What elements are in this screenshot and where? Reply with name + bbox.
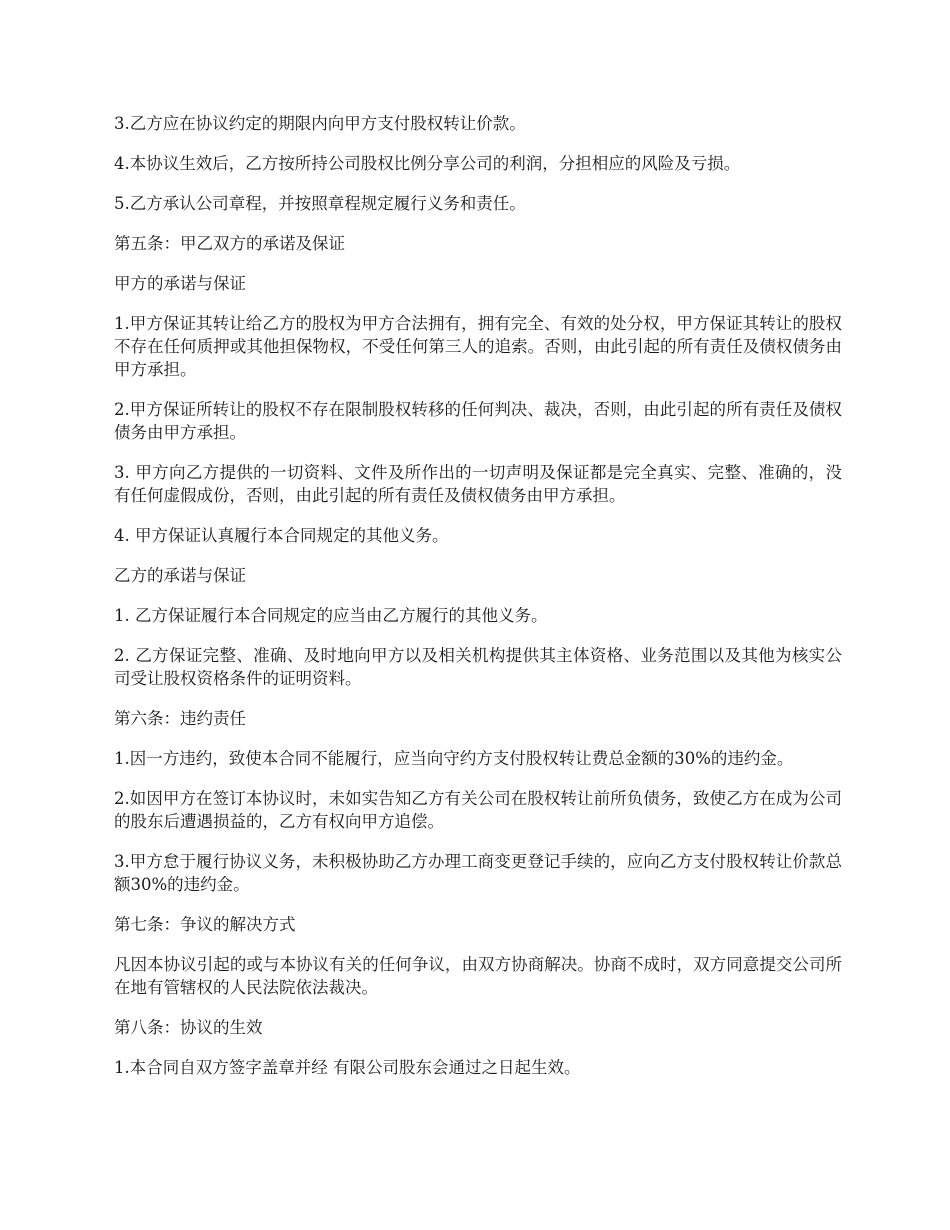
clause-paragraph: 1.因一方违约，致使本合同不能履行，应当向守约方支付股权转让费总金额的30%的违约金。 (114, 749, 794, 768)
section-heading: 第七条：争议的解决方式 (114, 915, 296, 934)
clause-paragraph: 2.甲方保证所转让的股权不存在限制股权转移的任何判决、裁决，否则，由此引起的所有责任及债权债务由甲方承担。 (114, 400, 842, 442)
clause-paragraph: 3.甲方怠于履行协议义务，未积极协助乙方办理工商变更登记手续的，应向乙方支付股权转让价款总额30%的违约金。 (114, 852, 842, 894)
clause-paragraph: 凡因本协议引起的或与本协议有关的任何争议，由双方协商解决。协商不成时，双方同意提交公司所在地有管辖权的人民法院依法裁决。 (114, 955, 842, 997)
clause-paragraph: 3.乙方应在协议约定的期限内向甲方支付股权转让价款。 (114, 114, 526, 133)
subsection-heading: 甲方的承诺与保证 (114, 274, 246, 293)
section-heading: 第六条：违约责任 (114, 709, 246, 728)
section-heading: 第八条：协议的生效 (114, 1018, 263, 1037)
subsection-heading: 乙方的承诺与保证 (114, 566, 246, 585)
clause-paragraph: 1. 乙方保证履行本合同规定的应当由乙方履行的其他义务。 (114, 606, 548, 625)
clause-paragraph: 2. 乙方保证完整、准确、及时地向甲方以及相关机构提供其主体资格、业务范围以及其他为核实公司受让股权资格条件的证明资料。 (114, 646, 842, 688)
clause-paragraph: 4.本协议生效后，乙方按所持公司股权比例分享公司的利润，分担相应的风险及亏损。 (114, 154, 741, 173)
clause-paragraph: 1.甲方保证其转让给乙方的股权为甲方合法拥有，拥有完全、有效的处分权，甲方保证其转让的股权不存在任何质押或其他担保物权，不受任何第三人的追索。否则，由此引起的所有责任及债权债务由甲方承担。 (114, 314, 842, 379)
clause-paragraph: 3. 甲方向乙方提供的一切资料、文件及所作出的一切声明及保证都是完全真实、完整、准确的，没有任何虚假成份，否则，由此引起的所有责任及债权债务由甲方承担。 (114, 463, 842, 505)
section-heading: 第五条：甲乙双方的承诺及保证 (114, 234, 345, 253)
document-body (114, 112, 842, 1096)
clause-paragraph: 5.乙方承认公司章程，并按照章程规定履行义务和责任。 (114, 194, 526, 213)
clause-paragraph: 2.如因甲方在签订本协议时，未如实告知乙方有关公司在股权转让前所负债务，致使乙方在成为公司的股东后遭遇损益的，乙方有权向甲方追偿。 (114, 789, 842, 831)
clause-paragraph: 1.本合同自双方签字盖章并经 有限公司股东会通过之日起生效。 (114, 1058, 581, 1077)
clause-paragraph: 4. 甲方保证认真履行本合同规定的其他义务。 (114, 526, 449, 545)
